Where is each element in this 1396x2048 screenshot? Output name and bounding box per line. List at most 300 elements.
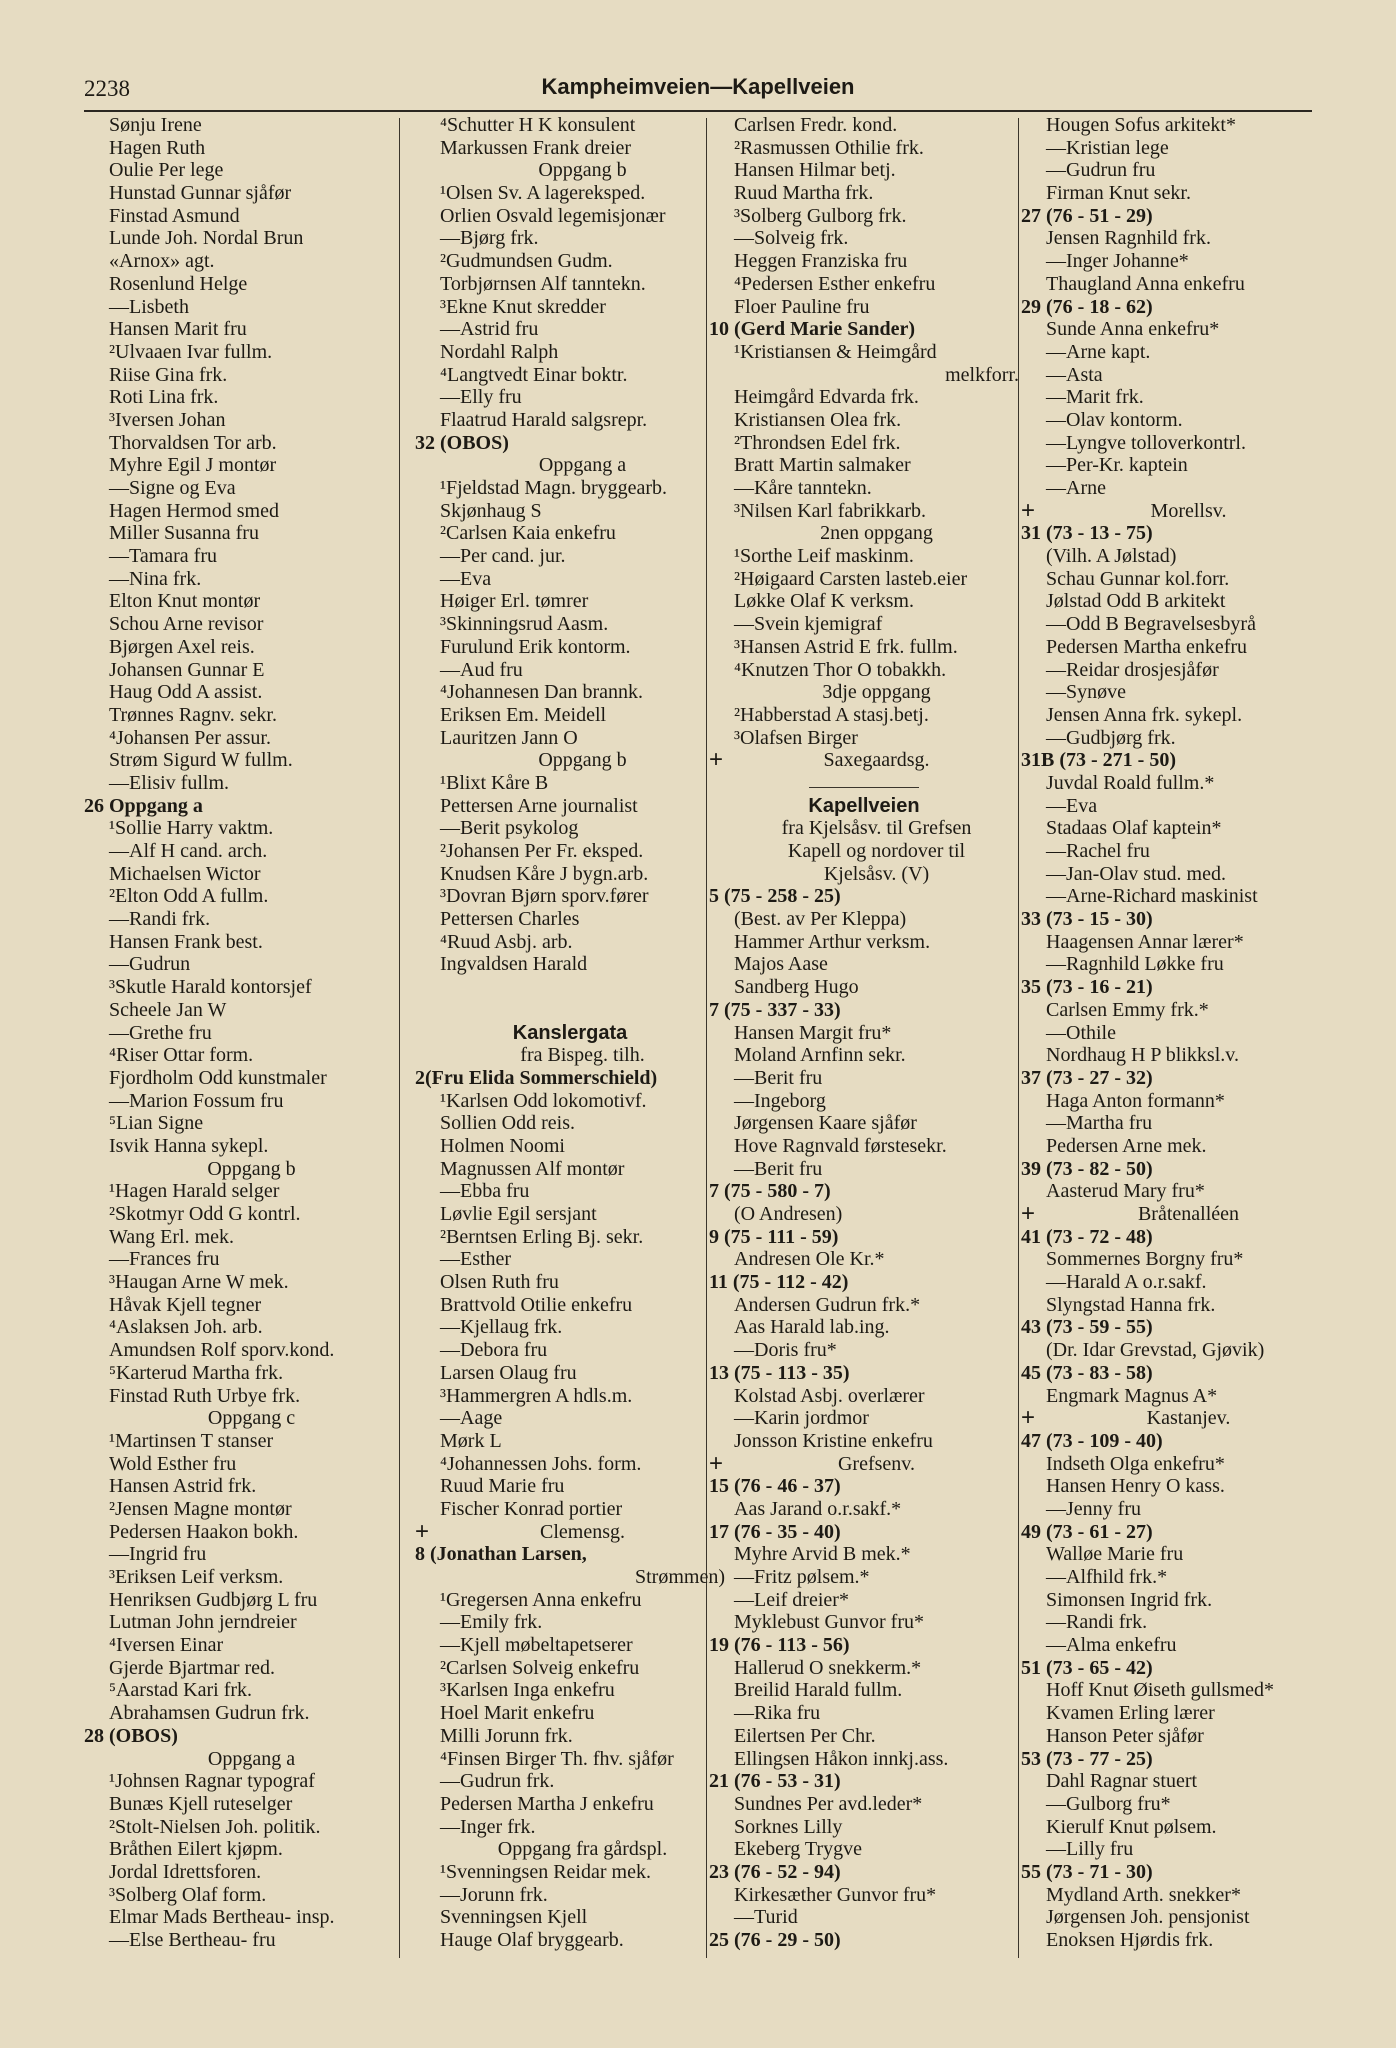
- resident-entry: —Aud fru: [440, 658, 523, 681]
- resident-entry: —Fritz pølsem.*: [734, 1566, 870, 1588]
- resident-entry: —Eva: [440, 567, 492, 590]
- subheading: Kapell og nordover til: [787, 840, 966, 862]
- resident-entry: —Solveig frk.: [734, 227, 849, 250]
- resident-entry: Pedersen Haakon bokh.: [109, 1520, 299, 1543]
- page-number: 2238: [84, 76, 130, 101]
- address-heading: 13 (75 - 113 - 35): [709, 1361, 850, 1384]
- resident-entry: Henriksen Gudbjørg L fru: [109, 1588, 318, 1611]
- resident-entry: Håvak Kjell tegner: [109, 1293, 262, 1316]
- resident-entry: —Kjell møbeltapetserer: [440, 1634, 633, 1657]
- resident-entry: ³Solberg Olaf form.: [109, 1883, 267, 1906]
- resident-entry: Kirkesæther Gunvor fru*: [734, 1883, 937, 1906]
- address-heading: 31 (73 - 13 - 75): [1021, 522, 1153, 545]
- running-title: Kampheimveien—Kapellveien: [541, 74, 855, 99]
- subheading: Oppgang a: [207, 1747, 296, 1770]
- address-heading: 28 (OBOS): [84, 1724, 178, 1747]
- address-heading: 39 (73 - 82 - 50): [1021, 1157, 1153, 1180]
- resident-entry: Olsen Ruth fru: [440, 1271, 559, 1294]
- resident-entry: —Arne: [1046, 477, 1106, 499]
- resident-entry: Pettersen Charles: [440, 908, 580, 931]
- cross-street: [1021, 496, 1331, 524]
- resident-entry: ¹Sorthe Leif maskinm.: [734, 545, 914, 568]
- cross-street: [415, 1517, 725, 1545]
- cross-street: [1021, 1200, 1331, 1227]
- address-heading: 33 (73 - 15 - 30): [1021, 908, 1153, 931]
- resident-entry: Dahl Ragnar stuert: [1046, 1770, 1198, 1793]
- resident-entry: Heggen Franziska fru: [734, 250, 908, 273]
- resident-entry: Amundsen Rolf sporv.kond.: [109, 1339, 335, 1362]
- cross-street: [1021, 1404, 1331, 1432]
- resident-entry: ⁴Aslaksen Joh. arb.: [109, 1316, 263, 1339]
- resident-entry: —Berit fru: [734, 1066, 823, 1089]
- resident-entry: —Elly fru: [440, 386, 522, 409]
- resident-entry: —Ebba fru: [440, 1180, 530, 1203]
- resident-entry: Moland Arnfinn sekr.: [734, 1044, 906, 1067]
- address-heading: 49 (73 - 61 - 27): [1021, 1520, 1153, 1543]
- resident-entry: Hagen Hermod smed: [109, 499, 279, 522]
- resident-entry: —Rika fru: [734, 1702, 821, 1725]
- resident-entry: —Signe og Eva: [109, 477, 236, 499]
- header-rule: [84, 110, 1312, 112]
- resident-entry: —Gudrun frk.: [440, 1770, 555, 1793]
- resident-entry: Sunde Anna enkefru*: [1046, 318, 1220, 341]
- resident-entry: Hougen Sofus arkitekt*: [1046, 114, 1236, 136]
- resident-entry: —Per-Kr. kaptein: [1046, 454, 1188, 477]
- resident-entry: ⁴Finsen Birger Th. fhv. sjåfør: [440, 1747, 674, 1770]
- resident-entry: Nordhaug H P blikksl.v.: [1046, 1044, 1239, 1067]
- resident-entry: Slyngstad Hanna frk.: [1046, 1293, 1216, 1316]
- resident-entry: —Nina frk.: [109, 567, 202, 590]
- resident-entry: Sønju Irene: [109, 114, 202, 136]
- address-heading: 8 (Jonathan Larsen,: [415, 1543, 587, 1566]
- resident-entry: —Lisbeth: [109, 295, 189, 318]
- resident-entry: Sommernes Borgny fru*: [1046, 1248, 1244, 1271]
- column-4: [1021, 114, 1331, 1952]
- page-header: [0, 70, 1396, 110]
- resident-entry: Jensen Anna frk. sykepl.: [1046, 703, 1243, 726]
- resident-entry: ³Karlsen Inga enkefru: [440, 1679, 615, 1702]
- address-heading: 25 (76 - 29 - 50): [709, 1929, 841, 1951]
- resident-entry: ⁵Karterud Martha frk.: [109, 1361, 284, 1384]
- resident-entry: Haga Anton formann*: [1046, 1089, 1225, 1112]
- resident-entry: —Reidar drosjesjåfør: [1046, 658, 1219, 681]
- resident-entry: Aasterud Mary fru*: [1046, 1180, 1205, 1203]
- resident-entry: Andersen Gudrun frk.*: [734, 1293, 921, 1316]
- resident-entry: Indseth Olga enkefru*: [1046, 1452, 1225, 1475]
- resident-entry: ⁴Johansen Per assur.: [109, 726, 271, 749]
- resident-entry: Svenningsen Kjell: [440, 1906, 588, 1929]
- address-heading: 51 (73 - 65 - 42): [1021, 1656, 1153, 1679]
- resident-entry: ²Habberstad A stasj.betj.: [734, 703, 929, 726]
- resident-entry: —Othile: [1046, 1021, 1116, 1044]
- resident-entry: Hammer Arthur verksm.: [734, 930, 931, 953]
- address-heading: 15 (76 - 46 - 37): [709, 1475, 841, 1498]
- cross-street-label: Clemensg.: [540, 1520, 625, 1543]
- resident-entry: Lunde Joh. Nordal Brun: [109, 227, 304, 250]
- resident-entry: ¹Svenningsen Reidar mek.: [440, 1860, 651, 1883]
- resident-entry: (Best. av Per Kleppa): [734, 908, 907, 931]
- resident-entry: (Vilh. A Jølstad): [1046, 545, 1177, 568]
- resident-entry: Eilertsen Per Chr.: [734, 1724, 876, 1747]
- resident-entry: Strøm Sigurd W fullm.: [109, 749, 293, 772]
- resident-entry: —Tamara fru: [109, 545, 217, 568]
- resident-entry: ²Skotmyr Odd G kontrl.: [109, 1203, 301, 1225]
- resident-entry: —Randi frk.: [1046, 1611, 1148, 1634]
- address-heading: 11 (75 - 112 - 42): [709, 1271, 849, 1294]
- resident-entry: ³Iversen Johan: [109, 408, 226, 431]
- resident-entry: Myklebust Gunvor fru*: [734, 1611, 924, 1634]
- resident-entry: Myhre Egil J montør: [109, 454, 277, 477]
- resident-entry: Aas Jarand o.r.sakf.*: [734, 1497, 902, 1520]
- resident-entry: Miller Susanna fru: [109, 522, 259, 545]
- resident-entry: Johansen Gunnar E: [109, 658, 265, 681]
- resident-entry: —Alf H cand. arch.: [109, 840, 268, 862]
- resident-entry: Carlsen Fredr. kond.: [734, 114, 898, 136]
- resident-entry: —Grethe fru: [109, 1021, 212, 1044]
- subheading: Oppgang b: [207, 1157, 296, 1180]
- resident-entry: ¹Martinsen T stanser: [109, 1429, 274, 1452]
- resident-entry: —Marion Fossum fru: [109, 1089, 284, 1112]
- resident-entry: ⁴Langtvedt Einar boktr.: [440, 363, 628, 386]
- resident-entry: —Gudrun: [109, 953, 191, 976]
- resident-entry: Orlien Osvald legemisjonær: [440, 204, 666, 227]
- resident-entry: —Frances fru: [109, 1248, 220, 1271]
- cross-street-label: Saxegaardsg.: [823, 749, 930, 772]
- resident-entry: Hallerud O snekkerm.*: [734, 1656, 922, 1679]
- resident-entry: ²Carlsen Solveig enkefru: [440, 1656, 640, 1679]
- column-2: [415, 114, 725, 1952]
- resident-entry: —Lilly fru: [1046, 1838, 1134, 1861]
- resident-entry: ²Throndsen Edel frk.: [734, 431, 901, 454]
- resident-entry: —Aage: [440, 1407, 503, 1430]
- address-heading: 45 (73 - 83 - 58): [1021, 1361, 1153, 1384]
- cross-street-label: Kastanjev.: [1146, 1407, 1231, 1430]
- resident-entry: —Asta: [1046, 363, 1103, 386]
- resident-entry: Hove Ragnvald førstesekr.: [734, 1134, 947, 1157]
- resident-entry: ¹Blixt Kåre B: [440, 771, 549, 794]
- resident-entry: ²Carlsen Kaia enkefru: [440, 522, 616, 545]
- resident-entry: ¹Fjeldstad Magn. bryggearb.: [440, 477, 668, 499]
- resident-entry: —Synøve: [1046, 681, 1126, 704]
- column-divider: [399, 118, 400, 1958]
- column-1: [84, 114, 394, 1952]
- address-heading: 2(Fru Elida Sommerschield): [415, 1066, 658, 1089]
- resident-entry: Thorvaldsen Tor arb.: [109, 431, 277, 454]
- resident-entry: ²Elton Odd A fullm.: [109, 885, 269, 908]
- resident-entry: ⁴Johannessen Johs. form.: [440, 1452, 642, 1475]
- resident-entry: ¹Gregersen Anna enkefru: [440, 1588, 642, 1611]
- resident-entry: —Alma enkefru: [1046, 1634, 1177, 1657]
- resident-entry: —Eva: [1046, 794, 1098, 817]
- subheading: fra Bispeg. tilh.: [520, 1044, 645, 1067]
- address-heading: 27 (76 - 51 - 29): [1021, 204, 1153, 227]
- resident-entry: Knudsen Kåre J bygn.arb.: [440, 862, 649, 885]
- resident-entry: Breilid Harald fullm.: [734, 1679, 903, 1702]
- resident-entry: —Harald A o.r.sakf.: [1046, 1271, 1207, 1294]
- resident-entry: Finstad Asmund: [109, 204, 240, 227]
- resident-entry: —Olav kontorm.: [1046, 408, 1183, 431]
- column-3: [709, 114, 1019, 1952]
- resident-entry: Ekeberg Trygve: [734, 1838, 862, 1861]
- resident-entry: Hansen Astrid frk.: [109, 1475, 257, 1498]
- cross-icon: +: [1021, 496, 1036, 524]
- address-heading: 31B (73 - 271 - 50): [1021, 749, 1176, 772]
- resident-entry: Majos Aase: [734, 953, 828, 976]
- resident-entry: Juvdal Roald fullm.*: [1046, 771, 1215, 794]
- resident-entry: Hansen Marit fru: [109, 318, 247, 341]
- resident-entry: Ruud Marie fru: [440, 1475, 565, 1498]
- resident-entry: —Ingeborg: [734, 1089, 826, 1112]
- resident-entry: —Per cand. jur.: [440, 545, 566, 568]
- resident-entry: Roti Lina frk.: [109, 386, 219, 409]
- street-heading: Kapellveien: [808, 794, 920, 817]
- address-heading: 43 (73 - 59 - 55): [1021, 1316, 1153, 1339]
- resident-entry: Lauritzen Jann O: [440, 726, 578, 749]
- resident-entry: —Kristian lege: [1046, 136, 1169, 159]
- cross-street-label: Bråtenalléen: [1137, 1203, 1240, 1225]
- resident-entry: Milli Jorunn frk.: [440, 1724, 573, 1747]
- cross-icon: +: [1021, 1200, 1036, 1227]
- resident-entry: —Rachel fru: [1046, 840, 1150, 862]
- resident-entry: ¹Karlsen Odd lokomotivf.: [440, 1089, 647, 1112]
- resident-entry: —Turid: [734, 1906, 798, 1929]
- resident-entry: Hunstad Gunnar sjåfør: [109, 182, 292, 205]
- resident-entry: —Jan-Olav stud. med.: [1046, 862, 1226, 885]
- resident-entry: Høiger Erl. tømrer: [440, 590, 589, 613]
- resident-entry: Mørk L: [440, 1429, 502, 1452]
- spacer: [415, 976, 725, 999]
- resident-entry: Sundnes Per avd.leder*: [734, 1792, 923, 1815]
- resident-entry: —Elisiv fullm.: [109, 771, 229, 794]
- address-heading: 23 (76 - 52 - 94): [709, 1860, 841, 1883]
- resident-entry: ³Olafsen Birger: [734, 726, 858, 749]
- address-heading: 29 (76 - 18 - 62): [1021, 295, 1153, 318]
- resident-entry: Løkke Olaf K verksm.: [734, 590, 914, 613]
- resident-entry: Ruud Martha frk.: [734, 182, 874, 205]
- cross-icon: +: [709, 1449, 724, 1477]
- resident-entry: Abrahamsen Gudrun frk.: [109, 1702, 310, 1725]
- resident-entry: Hauge Olaf bryggearb.: [440, 1929, 624, 1951]
- resident-entry: ²Gudmundsen Gudm.: [440, 250, 613, 273]
- resident-entry: —Lyngve tolloverkontrl.: [1046, 431, 1246, 454]
- resident-entry: ³Ekne Knut skredder: [440, 295, 606, 318]
- resident-entry: Rosenlund Helge: [109, 272, 248, 295]
- resident-entry: —Svein kjemigraf: [734, 613, 883, 636]
- resident-entry: Kristiansen Olea frk.: [734, 408, 902, 431]
- resident-entry: —Karin jordmor: [734, 1407, 869, 1430]
- resident-entry: Stadaas Olaf kaptein*: [1046, 817, 1222, 840]
- resident-entry: Pedersen Arne mek.: [1046, 1134, 1207, 1157]
- resident-entry: —Gudrun fru: [1046, 159, 1156, 182]
- resident-entry: —Doris fru*: [734, 1339, 837, 1362]
- resident-entry: Wold Esther fru: [109, 1452, 237, 1475]
- resident-entry: Hoff Knut Øiseth gullsmed*: [1046, 1679, 1274, 1702]
- resident-entry: Elton Knut montør: [109, 590, 261, 613]
- resident-entry: ¹Sollie Harry vaktm.: [109, 817, 274, 840]
- resident-entry: —Inger frk.: [440, 1815, 536, 1838]
- resident-entry: Flaatrud Harald salgsrepr.: [440, 408, 648, 431]
- resident-entry: Lutman John jerndreier: [109, 1611, 297, 1634]
- resident-entry: Jordal Idrettsforen.: [109, 1860, 262, 1883]
- resident-entry: Jonsson Kristine enkefru: [734, 1429, 933, 1452]
- resident-entry: «Arnox» agt.: [109, 250, 215, 273]
- resident-entry: —Ingrid fru: [109, 1543, 207, 1566]
- resident-entry: Sorknes Lilly: [734, 1815, 843, 1838]
- resident-entry: Ellingsen Håkon innkj.ass.: [734, 1747, 949, 1770]
- resident-entry: Fjordholm Odd kunstmaler: [109, 1066, 327, 1089]
- resident-entry: Finstad Ruth Urbye frk.: [109, 1384, 301, 1407]
- resident-entry: —Alfhild frk.*: [1046, 1566, 1168, 1588]
- continuation-line: Strømmen): [635, 1566, 725, 1588]
- address-heading: 19 (76 - 113 - 56): [709, 1634, 850, 1657]
- resident-entry: —Arne-Richard maskinist: [1046, 885, 1258, 908]
- resident-entry: ⁴Pedersen Esther enkefru: [734, 272, 936, 295]
- address-heading: 17 (76 - 35 - 40): [709, 1520, 841, 1543]
- resident-entry: Trønnes Ragnv. sekr.: [109, 703, 277, 726]
- resident-entry: Schau Gunnar kol.forr.: [1046, 567, 1230, 590]
- resident-entry: Heimgård Edvarda frk.: [734, 386, 919, 409]
- resident-entry: Scheele Jan W: [109, 998, 227, 1021]
- resident-entry: —Berit fru: [734, 1157, 823, 1180]
- resident-entry: Eriksen Em. Meidell: [440, 703, 607, 726]
- resident-entry: ²Jensen Magne montør: [109, 1497, 292, 1520]
- resident-entry: Bjørgen Axel reis.: [109, 635, 255, 658]
- resident-entry: Kvamen Erling lærer: [1046, 1702, 1215, 1725]
- resident-entry: —Odd B Begravelsesbyrå: [1046, 613, 1256, 636]
- resident-entry: Holmen Noomi: [440, 1134, 565, 1157]
- resident-entry: ¹Hagen Harald selger: [109, 1180, 280, 1203]
- resident-entry: Gjerde Bjartmar red.: [109, 1656, 276, 1679]
- address-heading: 10 (Gerd Marie Sander): [709, 318, 916, 341]
- resident-entry: ²Berntsen Erling Bj. sekr.: [440, 1225, 644, 1248]
- address-heading: 55 (73 - 71 - 30): [1021, 1860, 1153, 1883]
- resident-entry: —Gulborg fru*: [1046, 1792, 1171, 1815]
- address-heading: 32 (OBOS): [415, 431, 509, 454]
- resident-entry: ⁵Lian Signe: [109, 1112, 204, 1135]
- resident-entry: Jensen Ragnhild frk.: [1046, 227, 1211, 250]
- resident-entry: ⁴Iversen Einar: [109, 1634, 224, 1657]
- subheading: Oppgang a: [538, 454, 627, 477]
- address-heading: 26 Oppgang a: [84, 794, 203, 817]
- resident-entry: —Marit frk.: [1046, 386, 1144, 409]
- resident-entry: Bratt Martin salmaker: [734, 454, 911, 477]
- resident-entry: Simonsen Ingrid frk.: [1046, 1588, 1213, 1611]
- resident-entry: —Esther: [440, 1248, 512, 1271]
- resident-entry: Jørgensen Joh. pensjonist: [1046, 1906, 1250, 1929]
- resident-entry: Magnussen Alf montør: [440, 1157, 625, 1180]
- street-heading: Kanslergata: [512, 1021, 628, 1044]
- resident-entry: Torbjørnsen Alf tanntekn.: [440, 272, 646, 295]
- resident-entry: Hansen Hilmar betj.: [734, 159, 896, 182]
- resident-entry: Mydland Arth. snekker*: [1046, 1883, 1241, 1906]
- resident-entry: —Martha fru: [1046, 1112, 1153, 1135]
- resident-entry: Løvlie Egil sersjant: [440, 1203, 597, 1225]
- address-heading: 37 (73 - 27 - 32): [1021, 1066, 1153, 1089]
- resident-entry: Hansen Frank best.: [109, 930, 263, 953]
- subheading: Oppgang fra gårdspl.: [497, 1838, 668, 1861]
- resident-entry: ²Johansen Per Fr. eksped.: [440, 840, 644, 862]
- resident-entry: Hansen Margit fru*: [734, 1021, 892, 1044]
- resident-entry: Furulund Erik kontorm.: [440, 635, 631, 658]
- resident-entry: Andresen Ole Kr.*: [734, 1248, 885, 1271]
- subheading: Kjelsåsv. (V): [823, 862, 930, 885]
- resident-entry: Skjønhaug S: [440, 499, 542, 522]
- resident-entry: Myhre Arvid B mek.*: [734, 1543, 911, 1566]
- cross-icon: +: [415, 1517, 430, 1545]
- resident-entry: Pedersen Martha enkefru: [1046, 635, 1248, 658]
- resident-entry: Floer Pauline fru: [734, 295, 870, 318]
- resident-entry: Riise Gina frk.: [109, 363, 228, 386]
- resident-entry: —Berit psykolog: [440, 817, 579, 840]
- resident-entry: ³Solberg Gulborg frk.: [734, 204, 907, 227]
- cross-icon: +: [1021, 1404, 1036, 1432]
- resident-entry: Kierulf Knut pølsem.: [1046, 1815, 1217, 1838]
- resident-entry: ³Hammergren A hdls.m.: [440, 1384, 633, 1407]
- resident-entry: ⁵Aarstad Kari frk.: [109, 1679, 253, 1702]
- address-heading: 53 (73 - 77 - 25): [1021, 1747, 1153, 1770]
- resident-entry: ²Rasmussen Othilie frk.: [734, 136, 924, 159]
- resident-entry: Nordahl Ralph: [440, 340, 559, 363]
- resident-entry: Carlsen Emmy frk.*: [1046, 998, 1209, 1021]
- continuation-line: melkforr.: [945, 363, 1019, 386]
- resident-entry: —Emily frk.: [440, 1611, 543, 1634]
- resident-entry: Oulie Per lege: [109, 159, 224, 182]
- resident-entry: ⁴Knutzen Thor O tobakkh.: [734, 658, 947, 681]
- resident-entry: —Jenny fru: [1046, 1497, 1141, 1520]
- resident-entry: Kolstad Asbj. overlærer: [734, 1384, 925, 1407]
- resident-entry: —Ragnhild Løkke fru: [1046, 953, 1224, 976]
- resident-entry: ⁴Schutter H K konsulent: [440, 114, 636, 136]
- address-heading: 47 (73 - 109 - 40): [1021, 1429, 1163, 1452]
- resident-entry: ²Stolt-Nielsen Joh. politik.: [109, 1815, 321, 1838]
- resident-entry: Bunæs Kjell ruteselger: [109, 1792, 293, 1815]
- resident-entry: —Else Bertheau- fru: [109, 1929, 276, 1951]
- cross-street-label: Morellsv.: [1150, 499, 1227, 522]
- resident-entry: Hansen Henry O kass.: [1046, 1475, 1225, 1498]
- resident-entry: ⁴Riser Ottar form.: [109, 1044, 254, 1067]
- resident-entry: ²Ulvaaen Ivar fullm.: [109, 340, 273, 363]
- resident-entry: ³Eriksen Leif verksm.: [109, 1566, 284, 1588]
- resident-entry: ³Haugan Arne W mek.: [109, 1271, 289, 1294]
- resident-entry: ²Høigaard Carsten lasteb.eier: [734, 567, 968, 590]
- resident-entry: ³Nilsen Karl fabrikkarb.: [734, 499, 927, 522]
- cross-street-label: Grefsenv.: [837, 1452, 915, 1475]
- resident-entry: Larsen Olaug fru: [440, 1361, 577, 1384]
- resident-entry: —Randi frk.: [109, 908, 211, 931]
- resident-entry: Walløe Marie fru: [1046, 1543, 1184, 1566]
- address-heading: 21 (76 - 53 - 31): [709, 1770, 841, 1793]
- resident-entry: —Astrid fru: [440, 318, 539, 341]
- resident-entry: —Inger Johanne*: [1046, 250, 1189, 273]
- address-heading: 5 (75 - 258 - 25): [709, 885, 841, 908]
- cross-street: [709, 1449, 1019, 1477]
- resident-entry: —Gudbjørg frk.: [1046, 726, 1176, 749]
- resident-entry: Hoel Marit enkefru: [440, 1702, 595, 1725]
- resident-entry: —Kjellaug frk.: [440, 1316, 563, 1339]
- resident-entry: Hanson Peter sjåfør: [1046, 1724, 1204, 1747]
- resident-entry: —Leif dreier*: [734, 1588, 849, 1611]
- resident-entry: ⁴Ruud Asbj. arb.: [440, 930, 573, 953]
- resident-entry: Aas Harald lab.ing.: [734, 1316, 890, 1339]
- resident-entry: (Dr. Idar Grevstad, Gjøvik): [1046, 1339, 1265, 1362]
- address-heading: 35 (73 - 16 - 21): [1021, 976, 1153, 999]
- resident-entry: Jørgensen Kaare sjåfør: [734, 1112, 917, 1135]
- resident-entry: Ingvaldsen Harald: [440, 953, 588, 976]
- resident-entry: Firman Knut sekr.: [1046, 182, 1191, 205]
- subheading: fra Kjelsåsv. til Grefsen: [781, 817, 972, 840]
- address-heading: 41 (73 - 72 - 48): [1021, 1225, 1153, 1248]
- resident-entry: —Kåre tanntekn.: [734, 477, 872, 499]
